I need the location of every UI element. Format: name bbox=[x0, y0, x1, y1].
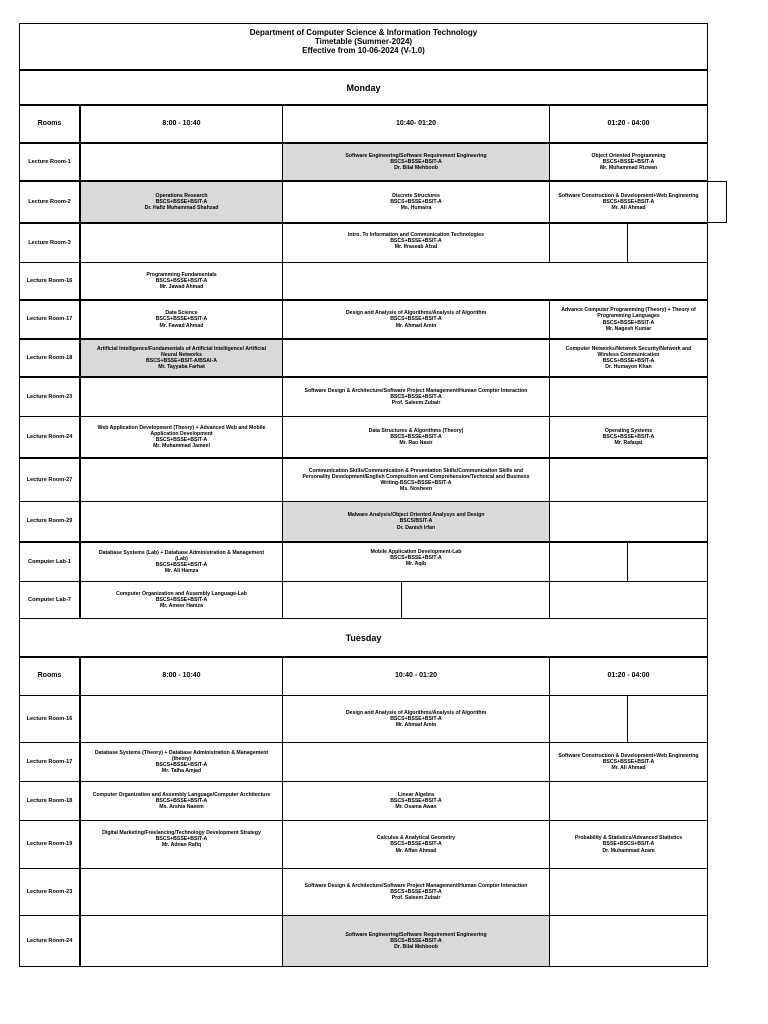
cell-text: BSCS+BSSE+BSIT-A bbox=[390, 393, 442, 400]
room-label bbox=[19, 181, 80, 223]
class-slot bbox=[549, 181, 708, 223]
cell-text: Software Engineering/Software Requirement Engineering bbox=[345, 152, 487, 159]
empty-slot bbox=[549, 458, 708, 502]
cell-text: Lecture Room-17 bbox=[26, 758, 73, 765]
class-slot bbox=[282, 143, 550, 181]
cell-text: Ms. Nosheen bbox=[400, 486, 432, 493]
cell-text: BSCS+BSSE+BSIT-A bbox=[390, 715, 442, 722]
class-slot bbox=[282, 458, 550, 502]
cell-text: Lecture Room-19 bbox=[26, 841, 73, 848]
cell-text: BSCS+BSSE+BSIT-A bbox=[155, 437, 208, 443]
cell-text: Mr. Jawad Ahmad bbox=[159, 284, 204, 291]
room-label bbox=[19, 581, 80, 619]
cell-text: BSCS+BSSE+BSIT-A bbox=[155, 596, 208, 603]
cell-text: Design and Analysis of Algorithms/Analysis of Algorithm bbox=[345, 310, 487, 317]
cell-text: Mr. Talha Amjad bbox=[161, 768, 202, 775]
cell-text: Mr. Nagesh Kumar bbox=[605, 325, 652, 332]
empty-slot bbox=[80, 868, 283, 916]
cell-text: Mr. Osama Awan bbox=[395, 804, 437, 811]
cell-text: BSCS+BSSE+BSIT-A bbox=[390, 937, 442, 944]
room-label bbox=[19, 781, 80, 821]
cell-text: Database Systems (Lab) + Database Administration & Management bbox=[98, 549, 265, 556]
cell-text: Linear Algebra bbox=[397, 791, 435, 798]
cell-text: 01:20 - 04:00 bbox=[607, 119, 650, 127]
class-slot bbox=[80, 416, 283, 458]
room-label bbox=[19, 339, 80, 377]
cell-text: Personality Development/English Composition and Comprehension/Technical and Business bbox=[302, 473, 530, 480]
cell-text: Operations Research bbox=[155, 192, 208, 199]
cell-text: Design and Analysis of Algorithms/Analysis of Algorithm bbox=[345, 709, 487, 716]
title-line: Timetable (Summer-2024) bbox=[314, 37, 413, 46]
cell-text: Mr. Rao Nasir bbox=[399, 440, 433, 447]
empty-slot bbox=[401, 581, 550, 619]
cell-text: Data Science bbox=[165, 310, 198, 317]
class-slot bbox=[282, 223, 550, 263]
class-slot bbox=[80, 542, 283, 582]
cell-text: Lecture Room-16 bbox=[26, 715, 73, 722]
room-label bbox=[19, 262, 80, 300]
cell-text: Lecture Room-17 bbox=[26, 316, 73, 323]
class-slot bbox=[282, 695, 550, 743]
cell-text: 10:40 - 01:20 bbox=[394, 672, 438, 680]
cell-text: Discrete Structures bbox=[392, 192, 440, 199]
empty-slot bbox=[549, 501, 708, 542]
day-band-tuesday bbox=[19, 618, 708, 657]
cell-text: Software Design & Architecture/Software Project Management/Human Compter Interaction bbox=[304, 882, 528, 889]
cell-text: BSCS+BSSE+BSIT-A bbox=[390, 433, 442, 440]
cell-text: Data Structures & Algorithms (Theory) bbox=[368, 427, 464, 434]
cell-text: BSCS+BSSE+BSIT-A bbox=[155, 316, 208, 323]
cell-text: Mr. Ali Ahmad bbox=[611, 765, 646, 772]
cell-text: Mobile Application Development-Lab bbox=[370, 549, 462, 555]
header-slot-3 bbox=[549, 105, 708, 143]
cell-text: BSCS+BSSE+BSIT-A bbox=[390, 238, 442, 245]
cell-text: Programming Languages bbox=[597, 313, 660, 320]
cell-text: Mr. Ali Ahmad bbox=[611, 205, 646, 212]
room-label bbox=[19, 377, 80, 417]
cell-text: Artificial Intelligence/Fundamentals of Artificial Intelligence/ Artificial bbox=[96, 345, 267, 352]
cell-text: Lecture Room-27 bbox=[26, 476, 73, 483]
cell-text: Database Systems (Theory) + Database Administration & Management bbox=[94, 749, 269, 756]
class-slot bbox=[282, 820, 550, 869]
cell-text: BSCS+BSSE+BSIT-A bbox=[390, 555, 442, 562]
day-band-monday bbox=[19, 70, 708, 105]
cell-text: BSCS+BSSE+BSIT-A bbox=[155, 762, 208, 768]
class-slot bbox=[549, 742, 708, 782]
empty-slot bbox=[80, 695, 283, 743]
header-slot-2 bbox=[282, 657, 550, 696]
cell-text: BSCS+BSSE+BSIT-A bbox=[602, 358, 655, 364]
cell-text: Lecture Room-1 bbox=[28, 158, 71, 165]
cell-text: BSCS+BSSE+BSIT-A bbox=[390, 158, 442, 165]
cell-text: Computer Lab-1 bbox=[28, 558, 71, 565]
cell-text: Dr. Bilal Mehboob bbox=[394, 944, 438, 951]
class-slot bbox=[549, 143, 708, 181]
empty-slot bbox=[549, 868, 708, 916]
cell-text: Prof. Saleem Zubair bbox=[391, 895, 441, 902]
cell-text: BSCS+BSSE+BSIT-A bbox=[155, 277, 208, 284]
class-slot bbox=[282, 501, 550, 542]
empty-slot bbox=[549, 223, 628, 263]
header-slot-2 bbox=[282, 105, 550, 143]
header-rooms bbox=[19, 105, 80, 143]
cell-text: Advance Computer Programming (Theory) + Theory of bbox=[561, 307, 696, 314]
cell-text: Mr. Ali Hamza bbox=[164, 568, 199, 575]
cell-text: Lecture Room-24 bbox=[26, 937, 73, 944]
empty-slot bbox=[80, 915, 283, 967]
cell-text: Lecture Room-23 bbox=[26, 393, 73, 400]
cell-text: Lecture Room-18 bbox=[26, 354, 73, 361]
cell-text: BSCS+BSSE+BSIT-A/BSAI-A bbox=[146, 358, 217, 364]
cell-text: BSCS+BSSE+BSIT-A bbox=[155, 797, 208, 804]
header-slot-1 bbox=[80, 105, 283, 143]
empty-slot bbox=[282, 581, 402, 619]
class-slot bbox=[80, 820, 283, 869]
class-slot bbox=[282, 781, 550, 821]
class-slot bbox=[549, 416, 708, 458]
empty-slot bbox=[627, 223, 708, 263]
cell-text: BSCS+BSSE+BSIT-A bbox=[602, 158, 655, 165]
cell-text: Mr. Rafaqat bbox=[614, 440, 643, 447]
empty-slot bbox=[549, 542, 628, 582]
room-label bbox=[19, 416, 80, 458]
cell-text: Dr. Humayon Khan bbox=[605, 364, 652, 371]
cell-text: Ms. Humaira bbox=[400, 205, 432, 212]
cell-text: 8:00 - 10:40 bbox=[162, 119, 201, 127]
cell-text: Software Construction & Development+Web Engineering bbox=[558, 192, 699, 199]
empty-slot bbox=[549, 781, 708, 821]
cell-text: BSCS+BSSE+BSIT-A bbox=[390, 797, 442, 804]
cell-text: Computer Networks/Network Security/Network and bbox=[565, 345, 692, 352]
cell-text: Lecture Room-2 bbox=[28, 198, 71, 205]
cell-text: Rooms bbox=[37, 119, 62, 127]
class-slot bbox=[282, 300, 550, 339]
class-slot bbox=[282, 416, 550, 458]
title-line: Effective from 10-06-2024 (V-1.0) bbox=[302, 46, 425, 55]
cell-text: Software Construction & Development+Web Engineering bbox=[558, 752, 699, 759]
header-slot-1 bbox=[80, 657, 283, 696]
cell-text: Mr. Adnan Rafiq bbox=[161, 842, 202, 849]
cell-text: Mr. Ahmad Amin bbox=[395, 322, 437, 329]
cell-text: Intro. To Information and Communication Technologies bbox=[347, 232, 485, 238]
cell-text: BSCS+BSSE+BSIT-A bbox=[390, 198, 442, 205]
class-slot bbox=[549, 300, 708, 339]
cell-text: Computer Organization and Assembly Language/Computer Architecture bbox=[92, 791, 271, 798]
cell-text: Probability & Statistics/Advanced Statistics bbox=[574, 835, 683, 842]
cell-text: Dr. Danish Irfan bbox=[396, 524, 436, 531]
class-slot bbox=[282, 868, 550, 916]
cell-text: BSCS+BSSE+BSIT-A bbox=[390, 841, 442, 848]
cell-text: Lecture Room-23 bbox=[26, 888, 73, 895]
cell-text: BSCS+BSSE+BSIT-A bbox=[390, 888, 442, 895]
class-slot bbox=[80, 781, 283, 821]
cell-text: BSCS+BSSE+BSIT-A bbox=[155, 836, 208, 843]
cell-text: BSCS+BSSE+BSIT-A bbox=[602, 433, 655, 440]
class-slot bbox=[282, 181, 550, 223]
empty-slot bbox=[549, 377, 708, 417]
cell-text: BSCS/BSIT-A bbox=[399, 518, 433, 525]
header-slot-3 bbox=[549, 657, 708, 696]
cell-text: Computer Lab-7 bbox=[28, 596, 71, 603]
header-rooms bbox=[19, 657, 80, 696]
cell-text: 01:20 - 04:00 bbox=[607, 672, 650, 680]
room-label bbox=[19, 868, 80, 916]
class-slot bbox=[282, 542, 550, 582]
cell-text: Computer Organization and Assembly Language-Lab bbox=[116, 590, 247, 597]
class-slot bbox=[282, 377, 550, 417]
cell-text: Mr. Affan Ahmad bbox=[395, 847, 437, 854]
cell-text: Dr. Muhammad Azam bbox=[602, 847, 655, 854]
cell-text: BSCS+BSSE+BSIT-A bbox=[155, 562, 208, 568]
cell-text: 10:40- 01:20 bbox=[395, 119, 437, 127]
room-label bbox=[19, 143, 80, 181]
cell-text: Mr. Ifraseab Afzal bbox=[394, 244, 438, 251]
cell-text: BSCS+BSSE+BSIT-A bbox=[602, 319, 655, 326]
class-slot bbox=[282, 915, 550, 967]
room-label bbox=[19, 223, 80, 263]
empty-slot bbox=[282, 339, 550, 377]
empty-slot bbox=[282, 742, 550, 782]
room-label bbox=[19, 501, 80, 542]
cell-text: Malware Analysis/Object Oriented Analysys and Design bbox=[347, 512, 485, 519]
cell-text: Mr. Muhammad Rizwan bbox=[599, 165, 658, 172]
room-label bbox=[19, 742, 80, 782]
cell-text: Software Engineering/Software Requirement Engineering bbox=[345, 931, 487, 938]
cell-text: 8:00 - 10:40 bbox=[162, 672, 201, 680]
cell-text: Mr. Ameer Hamza bbox=[159, 603, 204, 610]
cell-text: Rooms bbox=[37, 672, 62, 680]
empty-slot bbox=[282, 262, 708, 300]
room-label bbox=[19, 300, 80, 339]
class-slot bbox=[549, 339, 708, 377]
cell-text: Calculus & Analytical Geometry bbox=[376, 835, 456, 842]
cell-text: Mr. Ahmad Amin bbox=[395, 722, 437, 729]
empty-slot bbox=[627, 695, 708, 743]
cell-text: Writing-BSCS+BSSE+BSIT-A bbox=[380, 480, 452, 486]
cell-text: Prof. Saleem Zubair bbox=[391, 400, 441, 407]
overflow-cell bbox=[707, 181, 727, 223]
cell-text: Lecture Room-18 bbox=[26, 797, 73, 804]
cell-text: Wireless Communication bbox=[597, 351, 660, 358]
empty-slot bbox=[80, 377, 283, 417]
document-title bbox=[19, 23, 708, 70]
cell-text: Operating Systems bbox=[604, 427, 653, 434]
cell-text: Application Development bbox=[150, 430, 213, 437]
empty-slot bbox=[549, 915, 708, 967]
cell-text: Dr. Bilal Mehboob bbox=[394, 165, 438, 172]
cell-text: BSCS+BSSE+BSIT-A bbox=[390, 316, 442, 323]
cell-text: Lecture Room-24 bbox=[26, 433, 73, 440]
day-label: Monday bbox=[346, 82, 381, 93]
room-label bbox=[19, 695, 80, 743]
cell-text: BSCS+BSSE+BSIT-A bbox=[602, 198, 655, 205]
room-label bbox=[19, 915, 80, 967]
class-slot bbox=[80, 181, 283, 223]
cell-text: Mr. Muhammad Jameel bbox=[153, 443, 210, 450]
cell-text: Software Design & Architecture/Software Project Management/Human Compter Interaction bbox=[304, 387, 528, 394]
cell-text: Lecture Room-3 bbox=[28, 239, 71, 246]
cell-text: Mr. Fawad Ahmad bbox=[159, 322, 204, 329]
cell-text: Web Application Development (Theory) + Advanced Web and Mobile bbox=[97, 424, 266, 431]
class-slot bbox=[80, 339, 283, 377]
cell-text: (Lab) bbox=[175, 555, 188, 562]
cell-text: Programming Fundamentals bbox=[146, 271, 217, 278]
cell-text: BSCS+BSSE+BSIT-A bbox=[602, 758, 655, 765]
empty-slot bbox=[549, 581, 708, 619]
class-slot bbox=[80, 581, 283, 619]
cell-text: BSSE+BSCS+BSIT-A bbox=[602, 841, 655, 848]
title-line: Department of Computer Science & Information Technology bbox=[249, 28, 478, 37]
empty-slot bbox=[549, 695, 628, 743]
empty-slot bbox=[627, 542, 708, 582]
class-slot bbox=[80, 300, 283, 339]
cell-text: Lecture Room-16 bbox=[26, 277, 73, 284]
empty-slot bbox=[80, 223, 283, 263]
room-label bbox=[19, 820, 80, 869]
day-label: Tuesday bbox=[345, 632, 382, 643]
cell-text: Digital Marketing/Freelancing/Technology Development Strategy bbox=[102, 830, 261, 836]
cell-text: Communication Skills/Communication & Presentation Skills/Communication Skills and bbox=[308, 467, 524, 474]
cell-text: Object Oriented Programming bbox=[591, 152, 666, 159]
cell-text: Lecture Room-29 bbox=[26, 518, 73, 525]
cell-text: Neural Networks bbox=[161, 351, 202, 358]
cell-text: Ms. Arshia Naeem bbox=[159, 804, 204, 811]
empty-slot bbox=[80, 458, 283, 502]
empty-slot bbox=[80, 143, 283, 181]
cell-text: (theory) bbox=[171, 755, 192, 762]
room-label bbox=[19, 458, 80, 502]
cell-text: Dr. Hafiz Muhammad Shahzad bbox=[144, 205, 219, 212]
class-slot bbox=[80, 262, 283, 300]
cell-text: Mr. Aqib bbox=[405, 561, 427, 568]
cell-text: BSCS+BSSE+BSIT-A bbox=[155, 198, 208, 205]
empty-slot bbox=[80, 501, 283, 542]
class-slot bbox=[549, 820, 708, 869]
cell-text: Mr. Tayyaba Farhat bbox=[158, 364, 205, 371]
class-slot bbox=[80, 742, 283, 782]
room-label bbox=[19, 542, 80, 582]
